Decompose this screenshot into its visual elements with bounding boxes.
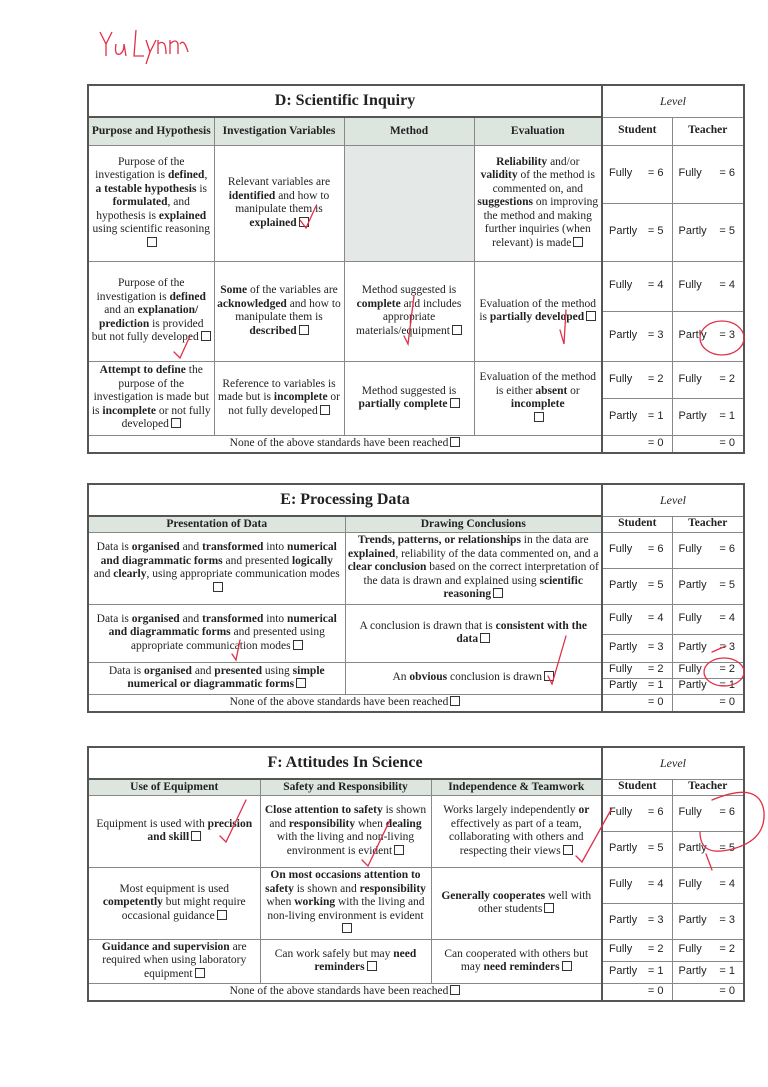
d-r3-evaluation: Evaluation of the method is either absent or incomplete: [474, 361, 602, 435]
f-r3-safety: Can work safely but may need reminders: [260, 939, 431, 983]
checkbox[interactable]: [480, 633, 490, 643]
section-f-table: [87, 746, 745, 1002]
none-reached-row: None of the above standards have been reached: [88, 983, 602, 1001]
checkbox[interactable]: [450, 985, 460, 995]
e-r1-presentation: Data is organised and transformed into numerical and diagrammatic forms and presented logically and clearly, using appropriate communication modes: [88, 532, 345, 604]
checkbox[interactable]: [296, 678, 306, 688]
d-r2-evaluation: Evaluation of the method is partially developed: [474, 261, 602, 361]
teacher-fully-6[interactable]: Fully = 6: [672, 145, 744, 203]
student-partly-5[interactable]: Partly = 5: [602, 831, 672, 867]
level-label: Level: [602, 747, 744, 779]
d-r2-purpose: Purpose of the investigation is defined and an explanation/ prediction is provided but not fully developed: [88, 261, 214, 361]
section-d-table: [87, 84, 745, 454]
f-r2-equipment: Most equipment is used competently but might require occasional guidance: [88, 867, 260, 939]
teacher-partly-3[interactable]: Partly = 3: [672, 634, 744, 662]
teacher-label: Teacher: [672, 117, 744, 145]
checkbox[interactable]: [544, 903, 554, 913]
d-r2-method: Method suggested is complete and includes appropriate materials/equipment: [344, 261, 474, 361]
d-r1-variables: Relevant variables are identified and how to manipulate them is explained: [214, 145, 344, 261]
teacher-label: Teacher: [672, 779, 744, 795]
teacher-partly-3[interactable]: Partly = 3: [672, 311, 744, 361]
col-header-variables: Investigation Variables: [214, 117, 344, 145]
d-r1-purpose: Purpose of the investigation is defined, a testable hypothesis is formulated, and hypothesis is explained using scientific reasoning: [88, 145, 214, 261]
checkbox[interactable]: [586, 311, 596, 321]
student-partly-3[interactable]: Partly = 3: [602, 903, 672, 939]
e-r3-conclusions: An obvious conclusion is drawn: [345, 662, 602, 694]
checkbox[interactable]: [534, 412, 544, 422]
f-r1-safety: Close attention to safety is shown and responsibility when dealing with the living and non-living environment is evident: [260, 795, 431, 867]
f-r2-independence: Generally cooperates well with other students: [431, 867, 602, 939]
checkbox[interactable]: [195, 968, 205, 978]
student-fully-6[interactable]: Fully = 6: [602, 145, 672, 203]
student-label: Student: [602, 117, 672, 145]
student-zero[interactable]: = 0: [602, 694, 672, 712]
col-header-presentation: Presentation of Data: [88, 516, 345, 532]
col-header-conclusions: Drawing Conclusions: [345, 516, 602, 532]
student-fully-2[interactable]: Fully = 2: [602, 939, 672, 961]
student-fully-2[interactable]: Fully = 2: [602, 662, 672, 678]
section-e-table: [87, 483, 745, 713]
checkbox[interactable]: [452, 325, 462, 335]
student-partly-5[interactable]: Partly = 5: [602, 568, 672, 604]
student-fully-4[interactable]: Fully = 4: [602, 604, 672, 634]
col-header-evaluation: Evaluation: [474, 117, 602, 145]
checkbox[interactable]: [213, 582, 223, 592]
checkbox[interactable]: [320, 405, 330, 415]
col-header-method: Method: [344, 117, 474, 145]
teacher-zero[interactable]: = 0: [672, 694, 744, 712]
student-fully-6[interactable]: Fully = 6: [602, 532, 672, 568]
student-name-handwriting: [96, 26, 196, 66]
checkbox[interactable]: [493, 588, 503, 598]
checkbox[interactable]: [299, 217, 309, 227]
checkbox[interactable]: [299, 325, 309, 335]
checkbox[interactable]: [450, 696, 460, 706]
section-e-title: E: Processing Data: [88, 484, 602, 516]
f-r3-independence: Can cooperated with others but may need reminders: [431, 939, 602, 983]
checkbox[interactable]: [450, 398, 460, 408]
col-header-purpose: Purpose and Hypothesis: [88, 117, 214, 145]
teacher-zero[interactable]: = 0: [672, 435, 744, 453]
student-fully-2[interactable]: Fully = 2: [602, 361, 672, 398]
e-r2-presentation: Data is organised and transformed into numerical and diagrammatic forms and presented using appropriate communication modes: [88, 604, 345, 662]
col-header-independence: Independence & Teamwork: [431, 779, 602, 795]
d-r2-variables: Some of the variables are acknowledged and how to manipulate them is described: [214, 261, 344, 361]
student-fully-4[interactable]: Fully = 4: [602, 867, 672, 903]
f-r2-safety: On most occasions attention to safety is shown and responsibility when working with the living and non-living environment is evident: [260, 867, 431, 939]
checkbox[interactable]: [191, 831, 201, 841]
student-partly-3[interactable]: Partly = 3: [602, 634, 672, 662]
col-header-safety: Safety and Responsibility: [260, 779, 431, 795]
teacher-partly-1[interactable]: Partly = 1: [672, 961, 744, 983]
student-partly-5[interactable]: Partly = 5: [602, 203, 672, 261]
teacher-partly-5[interactable]: Partly = 5: [672, 203, 744, 261]
teacher-zero[interactable]: = 0: [672, 983, 744, 1001]
d-r3-method: Method suggested is partially complete: [344, 361, 474, 435]
level-label: Level: [602, 484, 744, 516]
level-label: Level: [602, 85, 744, 117]
none-reached-row: None of the above standards have been reached: [88, 435, 602, 453]
section-d-title: D: Scientific Inquiry: [88, 85, 602, 117]
d-r1-evaluation: Reliability and/or validity of the method is commented on, and suggestions on improving the method and making further inquiries (when relevant) is made: [474, 145, 602, 261]
teacher-fully-6[interactable]: Fully = 6: [672, 532, 744, 568]
checkbox[interactable]: [573, 237, 583, 247]
teacher-fully-4[interactable]: Fully = 4: [672, 261, 744, 311]
student-partly-1[interactable]: Partly = 1: [602, 678, 672, 694]
teacher-fully-2[interactable]: Fully = 2: [672, 939, 744, 961]
student-label: Student: [602, 516, 672, 532]
d-r3-variables: Reference to variables is made but is incomplete or not fully developed: [214, 361, 344, 435]
f-r1-equipment: Equipment is used with precision and skill: [88, 795, 260, 867]
checkbox[interactable]: [293, 640, 303, 650]
d-r1-method-empty: [344, 145, 474, 261]
checkbox[interactable]: [394, 845, 404, 855]
checkbox[interactable]: [147, 237, 157, 247]
e-r1-conclusions: Trends, patterns, or relationships in the data are explained, reliability of the data commented on, and a clear conclusion based on the correct interpretation of the data is drawn and explained using scientific reasoning: [345, 532, 602, 604]
checkbox[interactable]: [450, 437, 460, 447]
teacher-fully-4[interactable]: Fully = 4: [672, 867, 744, 903]
checkbox[interactable]: [544, 671, 554, 681]
col-header-equipment: Use of Equipment: [88, 779, 260, 795]
none-reached-row: None of the above standards have been reached: [88, 694, 602, 712]
student-partly-3[interactable]: Partly = 3: [602, 311, 672, 361]
checkbox[interactable]: [342, 923, 352, 933]
checkbox[interactable]: [563, 845, 573, 855]
checkbox[interactable]: [217, 910, 227, 920]
teacher-fully-6[interactable]: Fully = 6: [672, 795, 744, 831]
teacher-fully-2[interactable]: Fully = 2: [672, 662, 744, 678]
student-label: Student: [602, 779, 672, 795]
teacher-fully-4[interactable]: Fully = 4: [672, 604, 744, 634]
section-f-title: F: Attitudes In Science: [88, 747, 602, 779]
teacher-label: Teacher: [672, 516, 744, 532]
teacher-partly-5[interactable]: Partly = 5: [672, 831, 744, 867]
student-fully-4[interactable]: Fully = 4: [602, 261, 672, 311]
teacher-partly-1[interactable]: Partly = 1: [672, 678, 744, 694]
checkbox[interactable]: [562, 961, 572, 971]
teacher-partly-3[interactable]: Partly = 3: [672, 903, 744, 939]
e-r3-presentation: Data is organised and presented using simple numerical or diagrammatic forms: [88, 662, 345, 694]
checkbox[interactable]: [171, 418, 181, 428]
student-fully-6[interactable]: Fully = 6: [602, 795, 672, 831]
student-zero[interactable]: = 0: [602, 983, 672, 1001]
checkbox[interactable]: [201, 331, 211, 341]
checkbox[interactable]: [367, 961, 377, 971]
teacher-partly-1[interactable]: Partly = 1: [672, 398, 744, 435]
f-r1-independence: Works largely independently or effectively as part of a team, collaborating with others and respecting their views: [431, 795, 602, 867]
teacher-partly-5[interactable]: Partly = 5: [672, 568, 744, 604]
student-partly-1[interactable]: Partly = 1: [602, 961, 672, 983]
f-r3-equipment: Guidance and supervision are required when using laboratory equipment: [88, 939, 260, 983]
student-partly-1[interactable]: Partly = 1: [602, 398, 672, 435]
e-r2-conclusions: A conclusion is drawn that is consistent with the data: [345, 604, 602, 662]
d-r3-purpose: Attempt to define the purpose of the investigation is made but is incomplete or not fully developed: [88, 361, 214, 435]
teacher-fully-2[interactable]: Fully = 2: [672, 361, 744, 398]
student-zero[interactable]: = 0: [602, 435, 672, 453]
